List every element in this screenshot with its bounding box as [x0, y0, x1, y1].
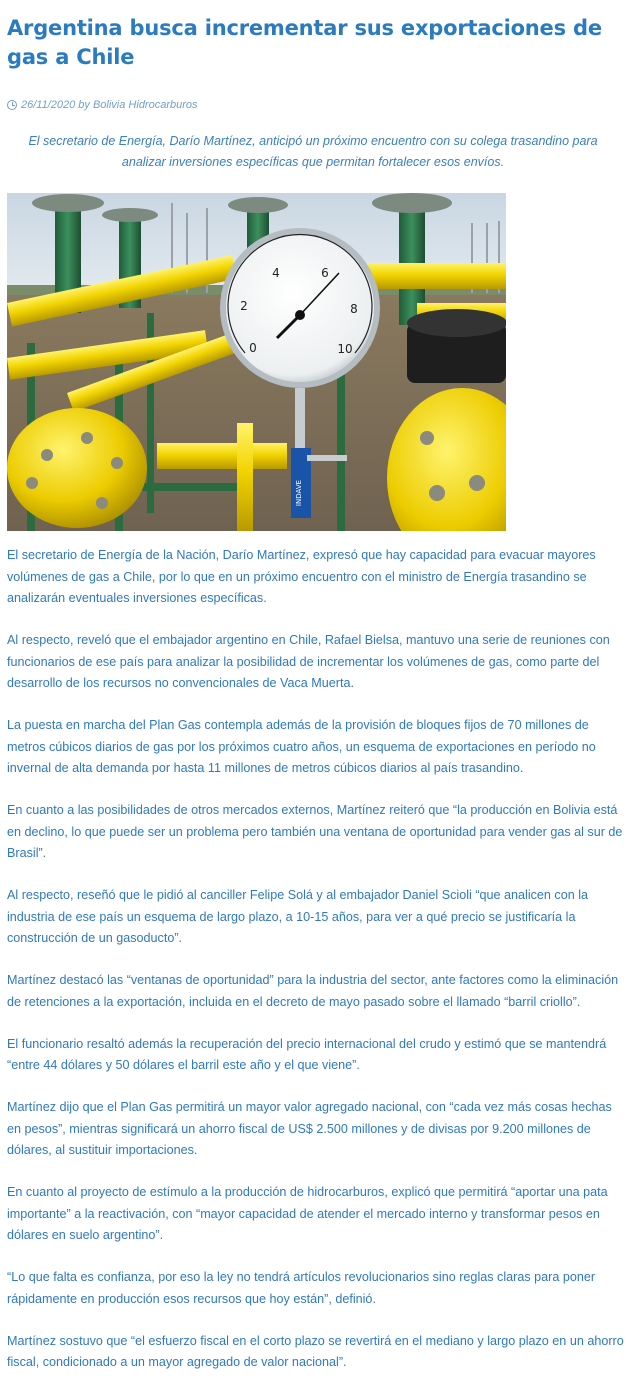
body-paragraph: Al respecto, reseñó que le pidió al canciller Felipe Solá y al embajador Daniel Scioli “que analicen con la industria de ese país un esquema de largo plazo, a 10-15 años, para ver a qué precio se justificaría la construcción de un gasoducto”. — [7, 888, 589, 945]
gauge-number: 8 — [350, 302, 358, 316]
article-body — [7, 545, 629, 1394]
gauge-number: 6 — [321, 266, 329, 280]
body-paragraph: El secretario de Energía de la Nación, Darío Martínez, expresó que hay capacidad para evacuar mayores volúmenes de gas a Chile, por lo que en un próximo encuentro con el ministro de Energía trasandino se analizarán eventuales inversiones específicas. — [7, 548, 596, 605]
body-paragraph: Martínez dijo que el Plan Gas permitirá un mayor valor agregado nacional, con “cada vez más cosas hechas en pesos”, mientras significará un ahorro fiscal de US$ 2.500 millones y de divisas por 9.200 millones de dólares, al sustituir importaciones. — [7, 1100, 612, 1157]
body-paragraph: Martínez destacó las “ventanas de oportunidad” para la industria del sector, ante factores como la eliminación de retenciones a la exportación, incluida en el decreto de mayo pasado sobre el llamado “barril criollo”. — [7, 973, 619, 1009]
body-paragraph: Al respecto, reveló que el embajador argentino en Chile, Rafael Bielsa, mantuvo una serie de reuniones con funcionarios de ese país para analizar la posibilidad de incrementar los volúmenes de gas, como parte del desarrollo de los recursos no convencionales de Vaca Muerta. — [7, 633, 610, 690]
article-lead: El secretario de Energía, Darío Martínez, anticipó un próximo encuentro con su colega trasandino para analizar inversiones específicas que permitan fortalecer esos envíos. — [28, 134, 598, 169]
body-paragraph: En cuanto al proyecto de estímulo a la producción de hidrocarburos, explicó que permitirá “aportar una pata importante” a la reactivación, con “mayor capacidad de atender el mercado interno y transformar pesos en dólares en suelo argentino”. — [7, 1185, 608, 1242]
gauge-number: 4 — [272, 266, 280, 280]
valve-brand: INDAVE — [295, 479, 303, 507]
body-paragraph: “Lo que falta es confianza, por eso la ley no tendrá artículos revolucionarios sino reglas claras para poner rápidamente en producción esos recursos que hoy están”, definió. — [7, 1270, 596, 1306]
body-paragraph: Martínez sostuvo que “el esfuerzo fiscal en el corto plazo se revertirá en el mediano y largo plazo en un ahorro fiscal, condicionado a un mayor agregado de valor nacional”. — [7, 1333, 624, 1369]
gauge-number: 2 — [240, 299, 248, 313]
article-meta — [7, 99, 198, 111]
body-paragraph: El funcionario resaltó además la recuperación del precio internacional del crudo y estimó que se mantendrá “entre 44 dólares y 50 dólares el barril este año y el que viene”. — [7, 1036, 607, 1072]
article-title: Argentina busca incrementar sus exportaciones de gas a Chile — [7, 16, 602, 69]
article-photo — [7, 193, 506, 531]
gauge-number: 0 — [249, 341, 257, 355]
article-date-author[interactable]: 26/11/2020 by Bolivia Hidrocarburos — [21, 99, 198, 111]
body-paragraph: En cuanto a las posibilidades de otros mercados externos, Martínez reiteró que “la producción en Bolivia está en declino, lo que puede ser un problema pero también una ventana de oportunidad para vender gas al sur de Brasil”. — [7, 803, 623, 860]
gauge-number: 10 — [337, 342, 353, 356]
clock-icon — [7, 100, 17, 110]
body-paragraph: La puesta en marcha del Plan Gas contempla además de la provisión de bloques fijos de 70 millones de metros cúbicos diarios de gas por los próximos cuatro años, un esquema de exportaciones en período no invernal de alta demanda por hasta 11 millones de metros cúbicos diarios al país trasandino. — [7, 718, 596, 775]
